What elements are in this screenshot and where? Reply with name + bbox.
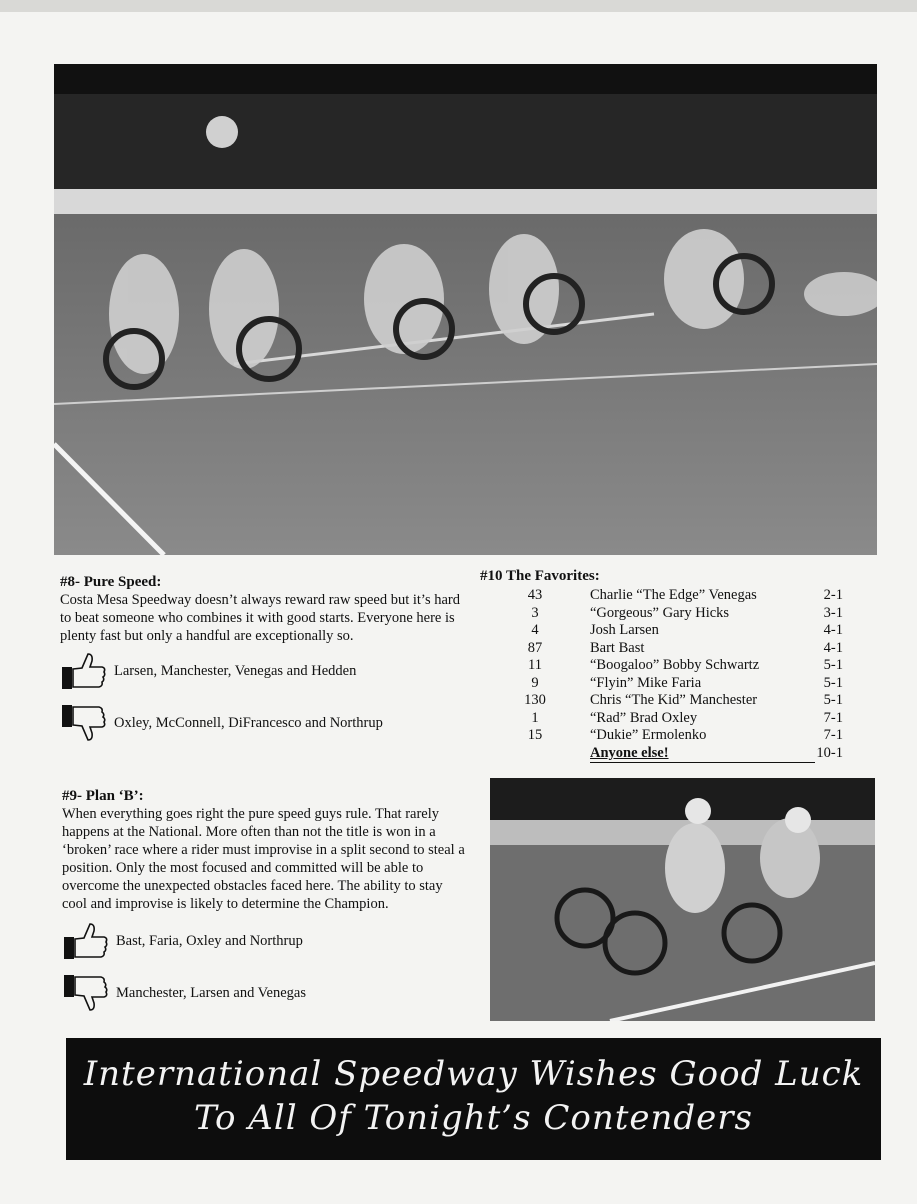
rider-number: 43 xyxy=(527,587,543,603)
thumbs-up-icon xyxy=(60,651,108,691)
thumbs-down-row xyxy=(60,703,460,743)
thumbs-up-names: Bast, Faria, Oxley and Northrup xyxy=(116,932,303,949)
thumbs-up-icon xyxy=(62,921,110,961)
section-body: Costa Mesa Speedway doesn’t always reward raw speed but it’s hard to beat someone who combines it with good starts. Everyone here is plenty fast but only a handful are exceptionally so. xyxy=(60,592,460,644)
rider-name: “Flyin” Mike Faria xyxy=(590,674,702,691)
rider-odds: 5-1 xyxy=(823,657,843,673)
rider-odds: 4-1 xyxy=(823,639,843,656)
rider-name: Josh Larsen xyxy=(590,622,659,638)
thumbs-up-names: Larsen, Manchester, Venegas and Hedden xyxy=(114,662,357,679)
rider-name: “Gorgeous” Gary Hicks xyxy=(590,604,730,621)
page-top-edge xyxy=(0,0,917,12)
rider-name: Anyone else! xyxy=(590,745,815,763)
rider-name: Chris “The Kid” Manchester xyxy=(590,692,758,708)
section-title: #10 The Favorites: xyxy=(480,568,600,584)
good-luck-banner xyxy=(66,1038,881,1160)
favorite-row xyxy=(480,657,843,675)
favorite-row xyxy=(480,710,843,728)
rider-odds: 5-1 xyxy=(823,674,843,691)
rider-number: 87 xyxy=(527,639,543,656)
rider-number: 9 xyxy=(531,674,539,691)
banner-line-1: International Speedway Wishes Good Luck xyxy=(83,1054,864,1094)
rider-name: “Rad” Brad Oxley xyxy=(590,709,698,726)
section-title: #8- Pure Speed: xyxy=(60,574,162,590)
thumbs-down-row xyxy=(62,973,467,1013)
section-title: #9- Plan ‘B’: xyxy=(62,788,144,804)
rider-number xyxy=(480,745,590,763)
section-plan-b xyxy=(62,788,467,1013)
rider-odds: 5-1 xyxy=(823,692,843,708)
rider-name: Charlie “The Edge” Venegas xyxy=(590,587,757,603)
rider-odds: 2-1 xyxy=(823,587,843,603)
rider-number: 15 xyxy=(527,727,543,743)
banner-line-2: To All Of Tonight’s Contenders xyxy=(193,1098,753,1138)
rider-number: 11 xyxy=(528,657,542,673)
riders-cornering-illustration xyxy=(490,778,875,1021)
favorite-row xyxy=(480,675,843,693)
photo-race-start xyxy=(54,64,877,555)
rider-number: 4 xyxy=(531,622,539,638)
favorite-row xyxy=(480,692,843,710)
favorite-row xyxy=(480,587,843,605)
favorite-row xyxy=(480,745,843,763)
thumbs-up-row xyxy=(62,921,467,961)
thumbs-up-row xyxy=(60,651,460,691)
favorite-row xyxy=(480,640,843,658)
rider-number: 1 xyxy=(531,709,539,726)
favorite-row xyxy=(480,622,843,640)
rider-number: 3 xyxy=(531,604,539,621)
rider-number: 130 xyxy=(524,692,546,708)
favorite-row xyxy=(480,605,843,623)
rider-odds: 3-1 xyxy=(823,604,843,621)
thumbs-down-icon xyxy=(60,703,108,743)
section-favorites xyxy=(480,568,860,763)
rider-odds: 10-1 xyxy=(816,744,843,761)
photo-riders-cornering xyxy=(490,778,875,1021)
rider-name: “Boogaloo” Bobby Schwartz xyxy=(590,657,760,673)
rider-name: Bart Bast xyxy=(590,639,645,656)
rider-name: “Dukie” Ermolenko xyxy=(590,727,707,743)
thumbs-down-icon xyxy=(62,973,110,1013)
rider-odds: 4-1 xyxy=(823,622,843,638)
thumbs-down-names: Manchester, Larsen and Venegas xyxy=(116,984,306,1001)
race-start-illustration xyxy=(54,64,877,555)
rider-odds: 7-1 xyxy=(823,709,843,726)
section-pure-speed xyxy=(60,574,460,743)
favorites-table xyxy=(480,587,843,763)
rider-odds: 7-1 xyxy=(823,727,843,743)
section-body: When everything goes right the pure speed guys rule. That rarely happens at the National. More often than not the title is won in a ‘broken’ race where a rider must improvise in a split second to steal a position. Only the most focused and committed will be able to overcome the unexpected obstacles faced here. The ability to stay cool and improvise is likely to determine the Champion. xyxy=(62,806,465,912)
thumbs-down-names: Oxley, McConnell, DiFrancesco and Northrup xyxy=(114,714,383,731)
favorite-row xyxy=(480,727,843,745)
